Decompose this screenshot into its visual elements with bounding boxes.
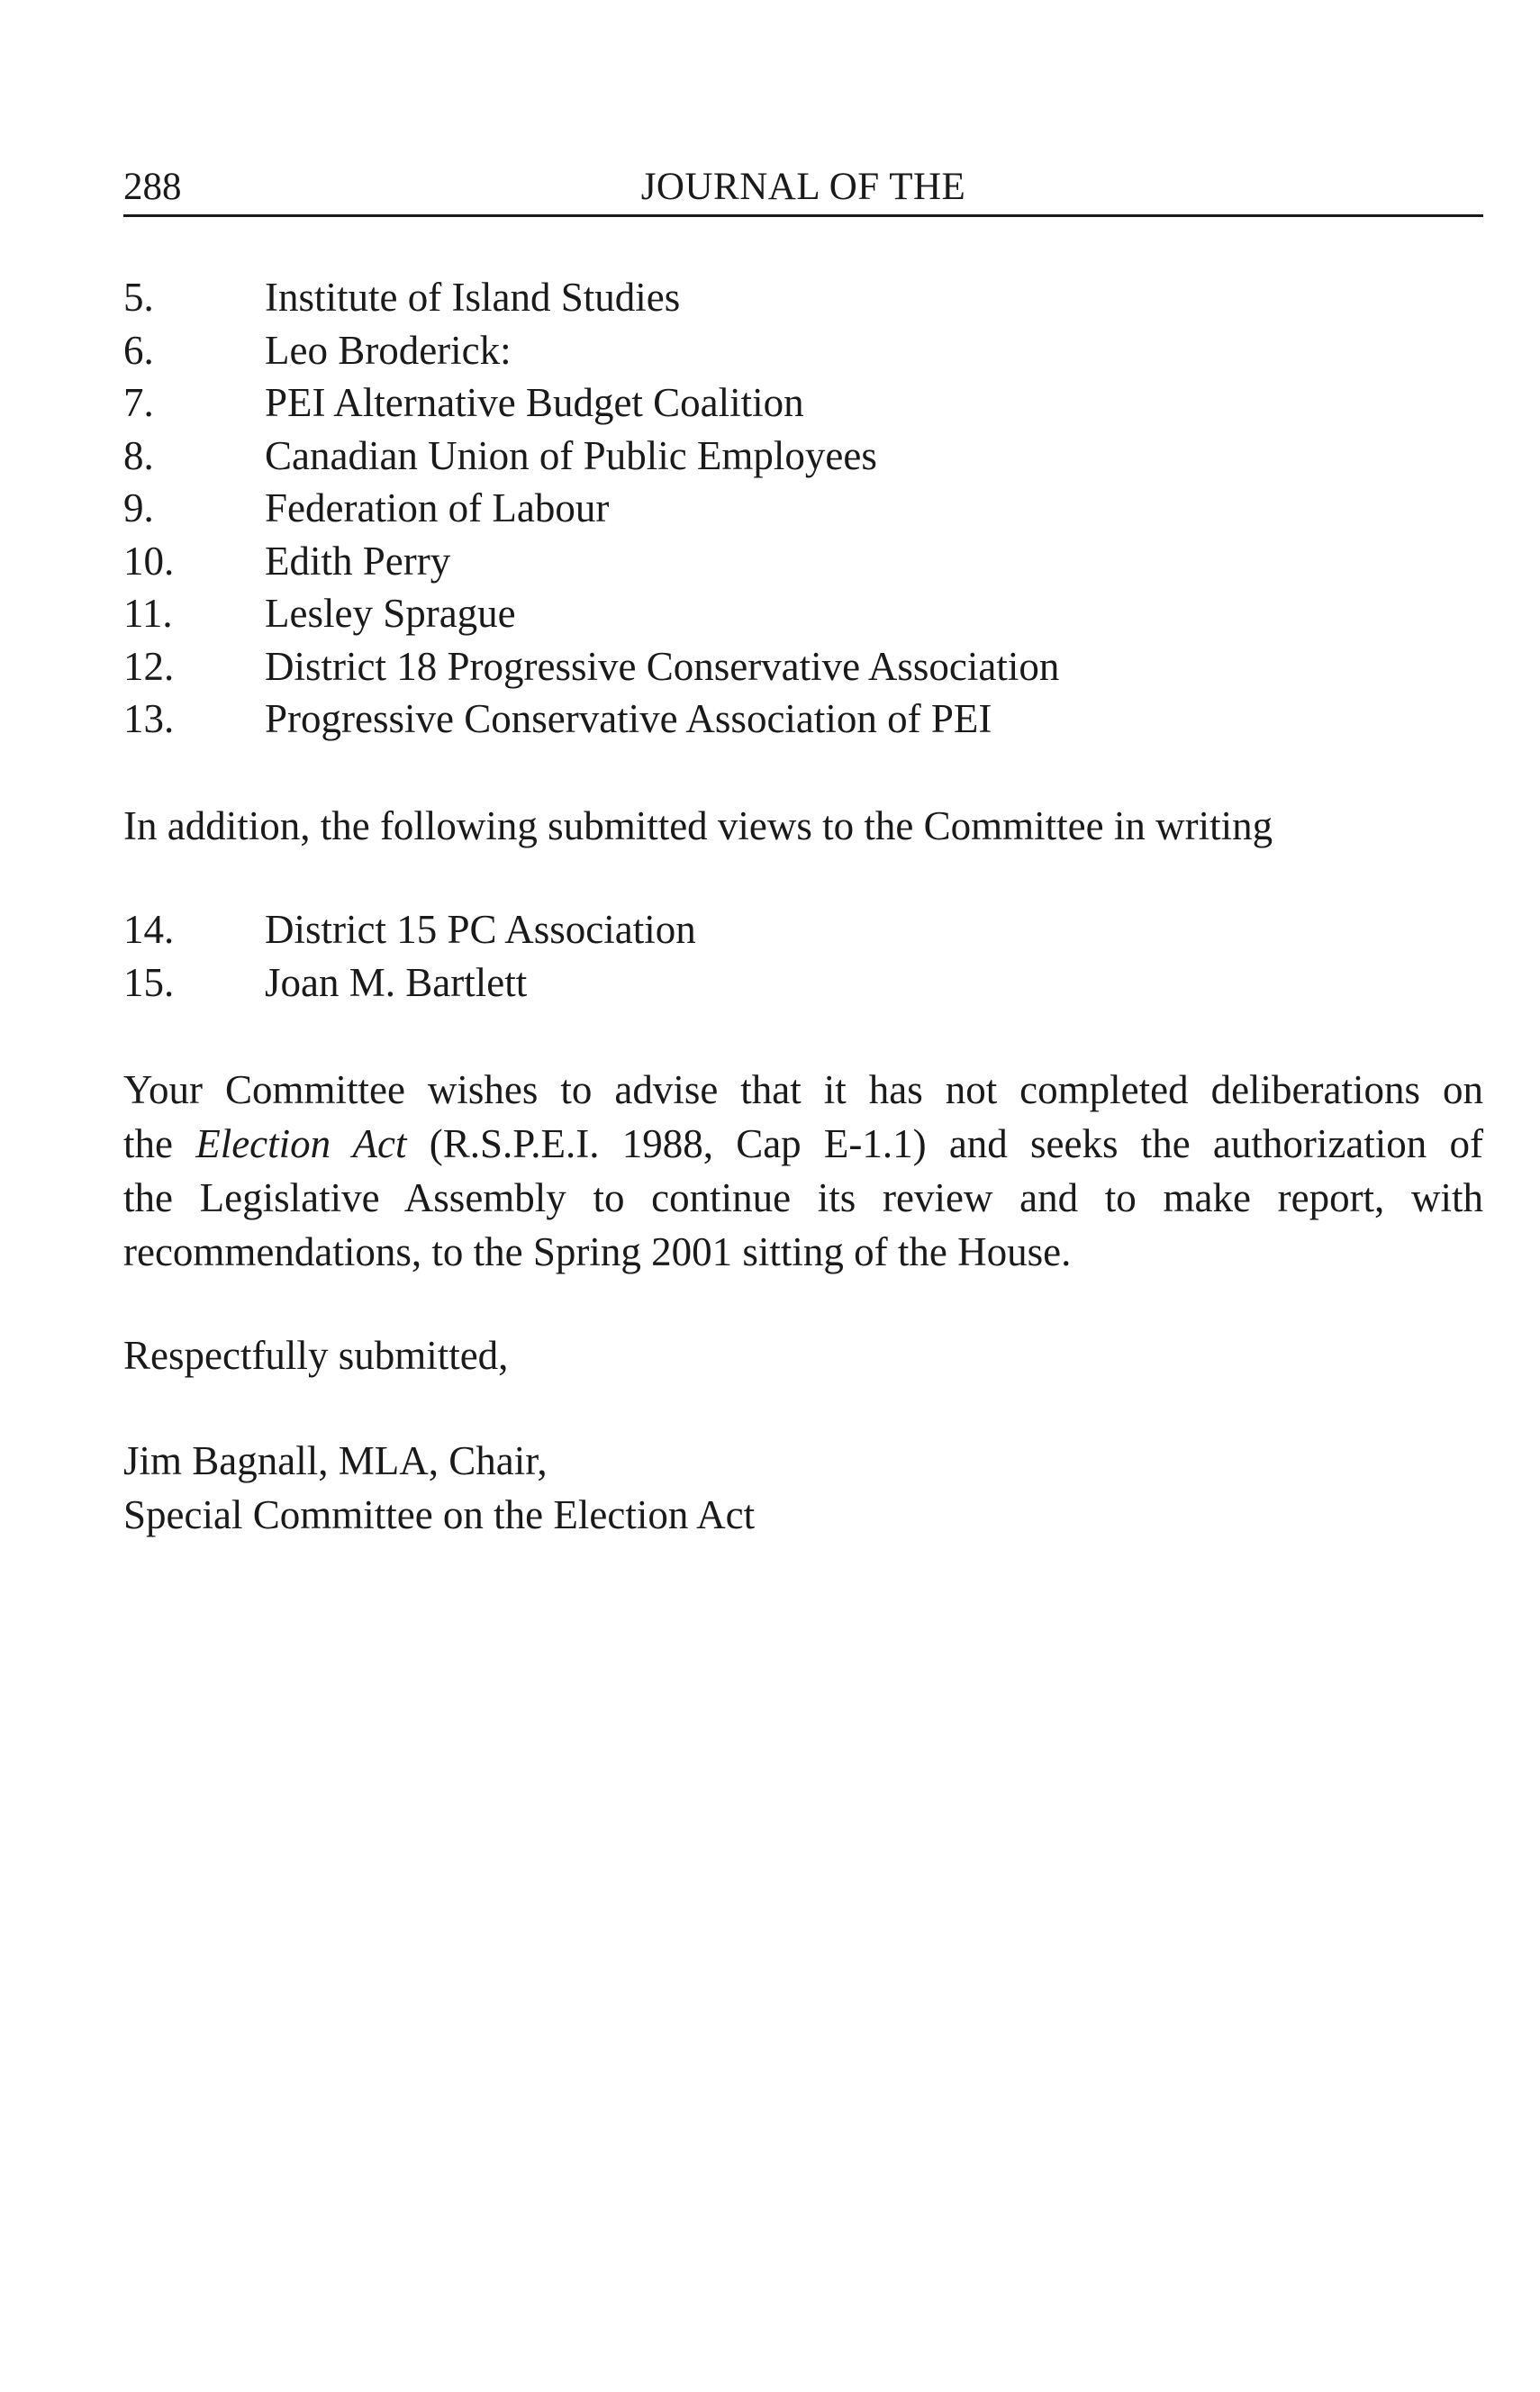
list-item-number: 15. [123,959,175,1005]
journal-page [123,0,1483,2392]
closing: Respectfully submitted, [123,1333,509,1378]
list-item-number: 9. [123,485,154,530]
list-item-text: Canadian Union of Public Employees [265,432,877,478]
list-item-text: Joan M. Bartlett [265,959,528,1005]
report-line-text: the [123,1121,196,1166]
page-header [123,160,1483,217]
page-number: 288 [123,166,182,208]
report-line [123,1117,1483,1171]
list-item-number: 5. [123,275,154,320]
list-item-text: Lesley Sprague [265,591,516,636]
report-line: the Legislative Assembly to continue its review and to make report, with [123,1175,1483,1220]
list-item-text: District 18 Progressive Conservative Association [265,643,1060,689]
report-line: Your Committee wishes to advise that it has not completed deliberations on [123,1067,1483,1112]
list-item-number: 7. [123,380,154,425]
list-item-number: 8. [123,432,154,478]
list-item-text: PEI Alternative Budget Coalition [265,380,804,425]
report-paragraph [123,1063,1483,1279]
signature-committee: Special Committee on the Election Act [123,1492,756,1537]
list-item-text: Federation of Labour [265,485,610,530]
list-item-number: 10. [123,538,175,584]
list-item-text: Edith Perry [265,538,451,584]
signature-block [123,1434,1483,1542]
list-item-number: 13. [123,696,175,741]
list-item-text: Leo Broderick: [265,327,512,373]
list-item-text: Progressive Conservative Association of PEI [265,696,992,741]
report-line: recommendations, to the Spring 2001 sitting of the House. [123,1229,1072,1274]
report-line-text: (R.S.P.E.I. 1988, Cap E-1.1) and seeks the authorization of [406,1121,1484,1166]
signature-name: Jim Bagnall, MLA, Chair, [123,1438,548,1483]
list-item-number: 12. [123,643,175,689]
written-intro: In addition, the following submitted views to the Committee in writing [123,803,1273,848]
list-item-number: 6. [123,327,154,373]
list-item-number: 14. [123,907,175,952]
act-title: Election Act [195,1121,407,1166]
running-head: JOURNAL OF THE [640,166,966,208]
list-item-number: 11. [123,591,173,636]
list-item-text: Institute of Island Studies [265,275,681,320]
list-item-text: District 15 PC Association [265,907,696,952]
